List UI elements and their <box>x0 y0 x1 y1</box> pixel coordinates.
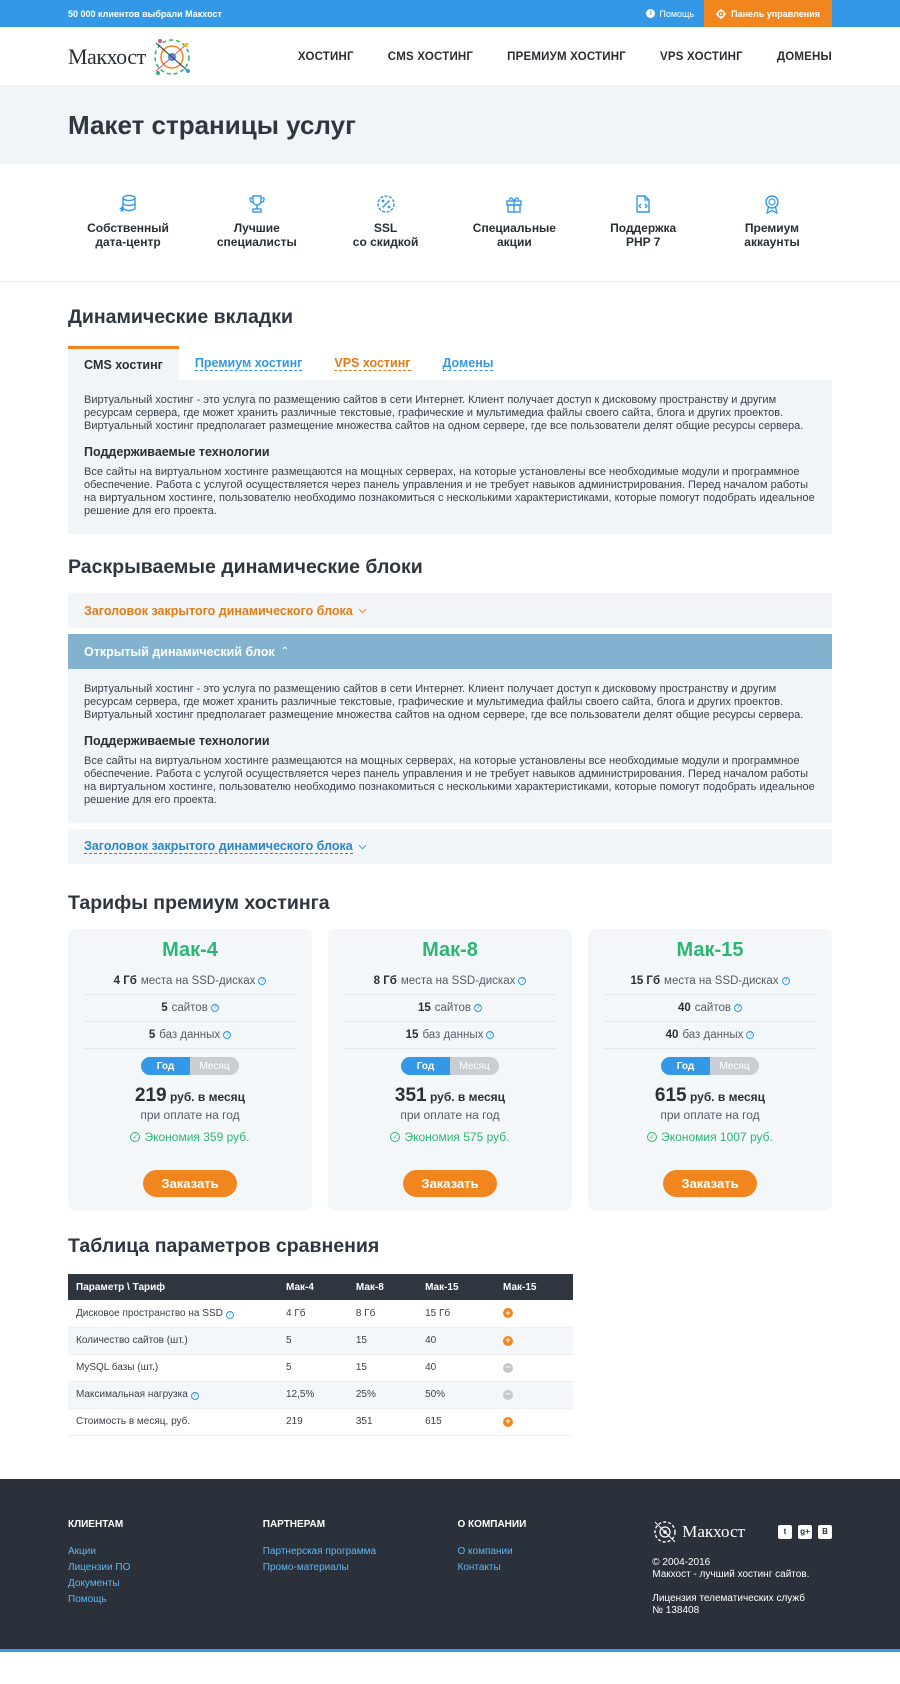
gear-icon <box>716 9 726 19</box>
footer-copyright <box>652 1557 832 1581</box>
plan-saving <box>84 1130 296 1144</box>
table-header-cell: Мак-15 <box>417 1274 495 1300</box>
feature-specialists <box>197 194 317 249</box>
plan-db-row <box>604 1022 816 1049</box>
toggle-year[interactable]: Год <box>401 1057 450 1075</box>
order-button[interactable]: Заказать <box>403 1170 496 1197</box>
plan-disk-row <box>604 968 816 995</box>
table-cell: 50% <box>417 1381 495 1408</box>
help-icon[interactable]: ? <box>258 977 266 985</box>
feature-php7 <box>583 194 703 249</box>
table-cell-param <box>68 1408 278 1435</box>
chevron-down-icon: ⌵ <box>358 605 367 616</box>
plan-saving <box>604 1130 816 1144</box>
title-band <box>0 87 900 164</box>
table-cell-mark <box>495 1327 573 1354</box>
gift-icon <box>504 194 524 214</box>
footer-link[interactable]: Лицензии ПО <box>68 1561 131 1573</box>
table-header-cell: Мак-4 <box>278 1274 348 1300</box>
chevron-down-icon: ⌵ <box>358 841 367 852</box>
feature-label: Премиум аккаунты <box>744 221 800 249</box>
plan-db-row <box>344 1022 556 1049</box>
control-panel-button[interactable] <box>704 0 832 27</box>
plan-db-text: баз данных <box>682 1029 744 1041</box>
plan-card <box>588 929 832 1211</box>
accordion-paragraph: Все сайты на виртуальном хостинге размещаются на мощных серверах, на которые установлены все необходимые модули и программное обеспечение. Работа с услугой осуществляется через панель управления и не требует навыков администрирования. Перед началом работы на виртуальном хостинге, пользователю необходимо познакомиться с несколькими характеристиками, которые помогут подобрать идеальное решение для его проекта. <box>84 755 815 806</box>
plan-price <box>344 1085 556 1107</box>
billing-toggle <box>661 1057 759 1075</box>
page-title: Макет страницы услуг <box>68 110 356 140</box>
table-cell: 40 <box>417 1354 495 1381</box>
plan-name: Мак-15 <box>676 939 744 961</box>
control-panel-label: Панель управления <box>731 8 820 19</box>
help-icon[interactable]: ? <box>191 1392 199 1400</box>
table-cell-mark <box>495 1408 573 1435</box>
order-button[interactable]: Заказать <box>663 1170 756 1197</box>
plan-price-value: 615 <box>654 1085 687 1106</box>
table-cell-mark <box>495 1381 573 1408</box>
social-links <box>778 1525 832 1539</box>
plan-db-row <box>84 1022 296 1049</box>
billing-toggle <box>141 1057 239 1075</box>
plan-saving-text: Экономия 359 руб. <box>144 1130 250 1144</box>
plan-sites-text: сайтов <box>694 1002 731 1014</box>
help-icon[interactable]: ? <box>518 977 526 985</box>
help-icon[interactable]: ? <box>474 1004 482 1012</box>
help-icon[interactable]: ? <box>223 1031 231 1039</box>
plan-price-note: при оплате на год <box>400 1108 500 1122</box>
table-cell: 351 <box>348 1408 417 1435</box>
table-header-cell: Мак-15 <box>495 1274 573 1300</box>
table-cell: 4 Гб <box>278 1300 348 1327</box>
plan-db-value: 15 <box>405 1029 419 1041</box>
license-text: Лицензия телематических служб <box>652 1592 805 1604</box>
tab-panel <box>68 380 832 534</box>
accordion-header-open[interactable] <box>68 634 832 669</box>
plan-sites-row <box>604 995 816 1022</box>
help-link[interactable] <box>646 9 694 19</box>
plan-price-unit: руб. в месяц <box>169 1090 246 1104</box>
toggle-month[interactable]: Месяц <box>450 1057 499 1075</box>
tab-paragraph: Виртуальный хостинг - это услуга по размещению сайтов в сети Интернет. Клиент получает доступ к дисковому пространству и другим ресурсам сервера, где может хранить различные текстовые, графические и мультимедиа файлы своего сайта, блога и других проектов. Виртуальный хостинг предполагает размещение множества сайтов на одном сервере, где все пользователи делят общие ресурсы сервера. <box>84 394 804 432</box>
param-label: Дисковое пространство на SSD <box>76 1307 223 1319</box>
feature-promotions <box>454 194 574 249</box>
plan-disk-value: 8 Гб <box>373 975 397 987</box>
table-row <box>68 1327 573 1354</box>
table-cell: 8 Гб <box>348 1300 417 1327</box>
feature-datacenter <box>68 194 188 249</box>
nav-domains[interactable]: ДОМЕНЫ <box>776 51 832 63</box>
plan-price-unit: руб. в месяц <box>689 1090 766 1104</box>
section-title: Динамические вкладки <box>68 306 294 328</box>
table-cell: 5 <box>278 1327 348 1354</box>
footer-logo-text: Макхост <box>682 1521 745 1541</box>
table-cell-param <box>68 1327 278 1354</box>
compare-section <box>68 1211 832 1436</box>
feature-label: Собственный дата-центр <box>87 221 169 249</box>
table-cell: 5 <box>278 1354 348 1381</box>
nav-hosting[interactable]: ХОСТИНГ <box>297 51 354 63</box>
license-number: № 138408 <box>652 1604 700 1616</box>
plan-disk-row <box>84 968 296 995</box>
logo-emblem-icon <box>652 1519 678 1545</box>
site-header <box>0 27 900 87</box>
footer-link[interactable]: Партнерская программа <box>262 1545 377 1557</box>
plan-db-text: баз данных <box>422 1029 484 1041</box>
help-icon[interactable]: ? <box>486 1031 494 1039</box>
plan-name: Мак-4 <box>162 939 218 961</box>
help-icon[interactable]: ? <box>211 1004 219 1012</box>
plan-disk-text: места на SSD-дисках <box>400 975 516 987</box>
vk-icon[interactable]: B <box>818 1525 832 1539</box>
plan-db-value: 5 <box>148 1029 156 1041</box>
nav-cms-hosting[interactable]: CMS ХОСТИНГ <box>387 51 474 63</box>
nav-vps-hosting[interactable]: VPS ХОСТИНГ <box>659 51 743 63</box>
plan-sites-text: сайтов <box>434 1002 471 1014</box>
section-title: Таблица параметров сравнения <box>68 1235 380 1257</box>
accordion-header-closed[interactable] <box>68 829 832 864</box>
table-cell: 15 <box>348 1327 417 1354</box>
plan-price <box>604 1085 816 1107</box>
plan-disk-value: 4 Гб <box>113 975 137 987</box>
feature-label: SSL со скидкой <box>352 221 419 249</box>
plan-sites-value: 15 <box>417 1002 431 1014</box>
plan-sites-row <box>344 995 556 1022</box>
toggle-month[interactable]: Месяц <box>190 1057 239 1075</box>
plan-name: Мак-8 <box>422 939 478 961</box>
footer-link[interactable]: Промо-материалы <box>262 1561 349 1573</box>
help-icon[interactable]: ? <box>226 1311 234 1319</box>
percent-icon <box>376 194 396 214</box>
plus-circle-icon: + <box>503 1417 513 1427</box>
toggle-year[interactable]: Год <box>141 1057 190 1075</box>
tab-cms-hosting[interactable]: CMS хостинг <box>68 346 179 380</box>
billing-toggle <box>401 1057 499 1075</box>
minus-circle-icon: − <box>503 1390 513 1400</box>
plan-price-note: при оплате на год <box>140 1108 240 1122</box>
accordion-header-label: Заголовок закрытого динамического блока <box>84 839 353 853</box>
accordion-header-label: Открытый динамический блок <box>84 644 275 659</box>
database-icon <box>118 194 138 214</box>
top-bar <box>0 0 900 27</box>
plan-saving-text: Экономия 575 руб. <box>404 1130 510 1144</box>
table-header-cell: Мак-8 <box>348 1274 417 1300</box>
footer-brand <box>652 1519 832 1617</box>
plan-db-value: 40 <box>665 1029 679 1041</box>
plus-circle-icon: + <box>503 1308 513 1318</box>
plan-sites-value: 40 <box>677 1002 691 1014</box>
footer-column-title: О КОМПАНИИ <box>457 1518 527 1530</box>
table-header-cell: Параметр \ Тариф <box>68 1274 278 1300</box>
feature-label: Лучшие специалисты <box>216 221 297 249</box>
table-row <box>68 1408 573 1435</box>
check-circle-icon: ✓ <box>130 1132 140 1142</box>
table-cell: 15 Гб <box>417 1300 495 1327</box>
footer-link[interactable]: Помощь <box>68 1593 107 1605</box>
table-header-row <box>68 1274 573 1300</box>
feature-ssl <box>326 194 446 249</box>
accordion-paragraph: Виртуальный хостинг - это услуга по размещению сайтов в сети Интернет. Клиент получает доступ к дисковому пространству и другим ресурсам сервера, где может хранить различные текстовые, графические и мультимедиа файлы своего сайта, блога и других проектов. Виртуальный хостинг предполагает размещение множества сайтов на одном сервере, где все пользователи делят общие ресурсы сервера. <box>84 683 804 721</box>
footer-clients-column <box>68 1519 263 1617</box>
param-label: Количество сайтов (шт.) <box>76 1335 188 1346</box>
toggle-year[interactable]: Год <box>661 1057 710 1075</box>
table-cell: 12,5% <box>278 1381 348 1408</box>
footer-link[interactable]: О компании <box>457 1545 513 1557</box>
plus-circle-icon: + <box>503 1336 513 1346</box>
help-label: Помощь <box>659 8 695 19</box>
plan-sites-row <box>84 995 296 1022</box>
footer-logo[interactable] <box>652 1519 745 1545</box>
pricing-section <box>68 870 832 1211</box>
param-label: Максимальная нагрузка <box>76 1389 188 1400</box>
check-circle-icon: ✓ <box>390 1132 400 1142</box>
footer-column-title: КЛИЕНТАМ <box>68 1518 124 1530</box>
footer-company-column <box>458 1519 653 1617</box>
table-cell-param <box>68 1354 278 1381</box>
section-title: Раскрываемые динамические блоки <box>68 556 423 578</box>
plan-sites-text: сайтов <box>171 1002 208 1014</box>
plan-card <box>328 929 572 1211</box>
trophy-icon <box>247 194 267 214</box>
tagline-text: Макхост - лучший хостинг сайтов. <box>652 1568 810 1580</box>
accordion-subtitle: Поддерживаемые технологии <box>84 734 270 748</box>
param-label: MySQL базы (шт.) <box>76 1362 159 1373</box>
compare-table <box>68 1274 573 1436</box>
help-icon[interactable]: ? <box>782 977 790 985</box>
minus-circle-icon: − <box>503 1363 513 1373</box>
tab-paragraph: Все сайты на виртуальном хостинге размещаются на мощных серверах, на которые установлены все необходимые модули и программное обеспечение. Работа с услугой осуществляется через панель управления и не требует навыков администрирования. Перед началом работы на виртуальном хостинге, пользователю необходимо познакомиться с несколькими характеристиками, которые помогут подобрать идеальное решение для его проекта. <box>84 466 815 517</box>
table-cell-param <box>68 1300 278 1327</box>
copyright-text: © 2004-2016 <box>652 1556 711 1568</box>
pricing-cards <box>68 929 832 1211</box>
table-cell: 15 <box>348 1354 417 1381</box>
footer-license <box>652 1593 832 1617</box>
logo-emblem-icon <box>148 33 196 81</box>
footer-link[interactable]: Контакты <box>457 1561 501 1573</box>
section-title: Тарифы премиум хостинга <box>68 892 330 914</box>
footer-link[interactable]: Акции <box>68 1545 96 1557</box>
feature-premium <box>712 194 832 249</box>
clients-count-text: 50 000 клиентов выбрали Макхост <box>68 8 222 19</box>
chevron-up-icon: ⌃ <box>280 646 289 657</box>
footer-link[interactable]: Документы <box>68 1577 120 1589</box>
footer-column-title: ПАРТНЕРАМ <box>262 1518 326 1530</box>
tab-bar <box>68 346 832 380</box>
info-icon: i <box>646 9 655 18</box>
table-row <box>68 1381 573 1408</box>
table-row <box>68 1354 573 1381</box>
tab-vps-hosting[interactable]: VPS хостинг <box>334 356 411 370</box>
accordion-header-closed[interactable] <box>68 593 832 628</box>
help-icon[interactable]: ? <box>746 1031 754 1039</box>
footer-partners-column <box>263 1519 458 1617</box>
plan-db-text: баз данных <box>159 1029 221 1041</box>
table-cell-param <box>68 1381 278 1408</box>
php-file-icon <box>633 194 653 214</box>
check-circle-icon: ✓ <box>647 1132 657 1142</box>
tab-domains[interactable]: Домены <box>442 356 494 370</box>
twitter-icon[interactable]: t <box>778 1525 792 1539</box>
tab-subtitle: Поддерживаемые технологии <box>84 445 270 459</box>
accordion-section <box>68 534 832 864</box>
feature-label: Поддержка PHP 7 <box>610 221 677 249</box>
table-cell: 219 <box>278 1408 348 1435</box>
plan-price-unit: руб. в месяц <box>429 1090 506 1104</box>
param-label: Стоимость в месяц, руб. <box>76 1416 191 1427</box>
plan-disk-value: 15 Гб <box>630 975 661 987</box>
plan-card <box>68 929 312 1211</box>
accordion-header-label: Заголовок закрытого динамического блока <box>84 603 353 618</box>
google-plus-icon[interactable]: g+ <box>798 1525 812 1539</box>
order-button[interactable]: Заказать <box>143 1170 236 1197</box>
award-icon <box>762 194 782 214</box>
table-cell: 615 <box>417 1408 495 1435</box>
plan-price-note: при оплате на год <box>660 1108 760 1122</box>
tabs-section <box>68 282 832 534</box>
table-cell: 25% <box>348 1381 417 1408</box>
plan-disk-row <box>344 968 556 995</box>
accordion-body <box>68 669 832 823</box>
table-row <box>68 1300 573 1327</box>
table-cell-mark <box>495 1300 573 1327</box>
plan-price-value: 351 <box>394 1085 427 1106</box>
feature-label: Специальные акции <box>472 221 556 249</box>
site-footer <box>0 1479 900 1652</box>
plan-price <box>84 1085 296 1107</box>
main-nav <box>298 51 832 63</box>
plan-disk-text: места на SSD-дисках <box>664 975 779 987</box>
nav-premium-hosting[interactable]: ПРЕМИУМ ХОСТИНГ <box>507 51 626 63</box>
toggle-month[interactable]: Месяц <box>710 1057 759 1075</box>
plan-disk-text: места на SSD-дисках <box>140 975 256 987</box>
plan-saving <box>344 1130 556 1144</box>
plan-saving-text: Экономия 1007 руб. <box>661 1130 773 1144</box>
plan-sites-value: 5 <box>161 1002 168 1014</box>
logo[interactable] <box>68 33 196 81</box>
tab-premium-hosting[interactable]: Премиум хостинг <box>194 356 303 370</box>
plan-price-value: 219 <box>134 1085 167 1106</box>
table-cell: 40 <box>417 1327 495 1354</box>
logo-text: Макхост <box>68 44 146 69</box>
help-icon[interactable]: ? <box>734 1004 742 1012</box>
features-strip <box>0 164 900 282</box>
table-cell-mark <box>495 1354 573 1381</box>
